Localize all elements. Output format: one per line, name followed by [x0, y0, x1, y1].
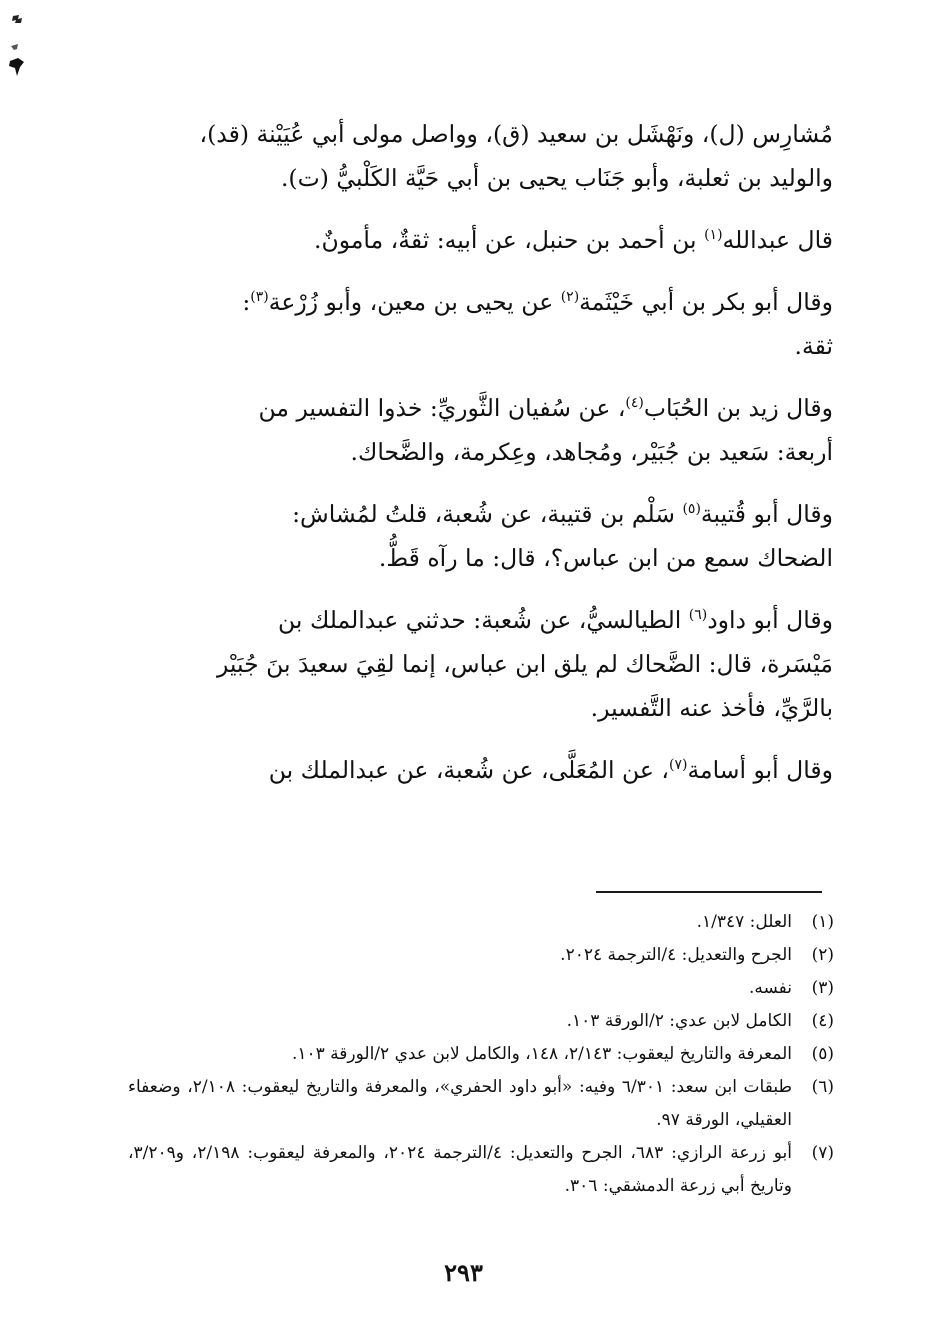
footnote-number: (٦) — [811, 1077, 834, 1097]
footnote-7 — [128, 1137, 834, 1203]
footnote-ref: (١) — [704, 227, 723, 244]
footnote-text: المعرفة والتاريخ ليعقوب: ٢/١٤٣، ١٤٨، والكامل لابن عدي ٢/الورقة ١٠٣. — [291, 1044, 792, 1064]
paragraph-7 — [128, 748, 833, 792]
text-line: مَيْسَرة، قال: الضَّحاك لم يلق ابن عباس، إنما لقِيَ سعيدَ بنَ جُبَيْر — [216, 650, 833, 678]
footnote-2 — [128, 939, 834, 972]
footnote-number: (٧) — [811, 1143, 834, 1163]
footnote-number: (٤) — [811, 1011, 834, 1031]
footnote-ref: (٢) — [560, 289, 580, 306]
paragraph-4 — [128, 386, 833, 474]
text-line: بالرَّيِّ، فأخذ عنه التَّفسير. — [590, 694, 833, 722]
paragraph-5 — [128, 492, 833, 580]
paragraph-1 — [128, 112, 833, 200]
text-line: وقال أبو داود$^{(٦)}$ الطيالسيُّ، عن شُعبة: حدثني عبدالملك بن — [278, 606, 833, 634]
footnote-6 — [128, 1071, 834, 1137]
text-line: وقال أبو قُتيبة$^{(٥)}$ سَلْم بن قتيبة، عن شُعبة، قلتُ لمُشاش: — [292, 500, 833, 528]
page-number: ٢٩٣ — [444, 1258, 483, 1287]
footnote-text: طبقات ابن سعد: ٦/٣٠١ وفيه: «أبو داود الحفري»، والمعرفة والتاريخ ليعقوب: ٢/١٠٨، وضعفاء العقيلي، الورقة ٩٧. — [128, 1077, 792, 1130]
footnote-1 — [128, 906, 834, 939]
footnote-text: الكامل لابن عدي: ٢/الورقة ١٠٣. — [566, 1011, 792, 1031]
footnote-ref: (٧) — [668, 757, 688, 774]
text-line: والوليد بن ثعلبة، وأبو جَنَاب يحيى بن أبي حَيَّة الكَلْبيُّ (ت). — [280, 164, 833, 192]
text-line: مُشارِس (ل)، ونَهْشَل بن سعيد (ق)، وواصل مولى أبي عُيَيْنة (قد)، — [199, 120, 833, 148]
text-line: ثقة. — [794, 332, 833, 360]
footnote-ref: (٤) — [625, 395, 644, 412]
text-line: وقال أبو بكر بن أبي خَيْثَمة$^{(٢)}$ عن يحيى بن معين، وأبو زُرْعة$^{(٣)}$: — [242, 288, 833, 316]
text-line: قال عبدالله$^{(١)}$ بن أحمد بن حنبل، عن أبيه: ثقةٌ، مأمونٌ. — [313, 226, 833, 254]
footnote-text: الجرح والتعديل: ٤/الترجمة ٢٠٢٤. — [560, 945, 792, 965]
footnote-text: نفسه. — [748, 978, 792, 998]
paragraph-2 — [128, 218, 833, 262]
text-line: وقال زيد بن الحُبَاب$^{(٤)}$، عن سُفيان الثَّوريِّ: خذوا التفسير من — [258, 394, 833, 422]
footnote-number: (٢) — [811, 945, 834, 965]
footnote-ref: (٣) — [250, 289, 269, 306]
text-line: أربعة: سَعيد بن جُبَيْر، ومُجاهد، وعِكرمة، والضَّحاك. — [350, 438, 833, 466]
text-line: الضحاك سمع من ابن عباس؟، قال: ما رآه قَطُّ. — [378, 544, 833, 572]
footnote-text: أبو زرعة الرازي: ٦٨٣، الجرح والتعديل: ٤/الترجمة ٢٠٢٤، والمعرفة ليعقوب: ٢/١٩٨، و٣/٢٠٩، وتاريخ أبي زرعة الدمشقي: ٣٠٦. — [128, 1143, 792, 1196]
main-text — [128, 112, 833, 810]
footnote-ref: (٥) — [682, 501, 701, 518]
footnote-ref: (٦) — [688, 607, 708, 624]
footnote-number: (١) — [811, 912, 834, 932]
footnote-divider — [596, 891, 822, 893]
footnote-3 — [128, 972, 834, 1005]
paragraph-6 — [128, 598, 833, 730]
footnote-number: (٥) — [811, 1044, 834, 1064]
footnote-number: (٣) — [811, 978, 834, 998]
footnote-5 — [128, 1038, 834, 1071]
text-line: وقال أبو أسامة$^{(٧)}$، عن المُعَلَّى، عن شُعبة، عن عبدالملك بن — [268, 756, 833, 784]
footnote-text: العلل: ١/٣٤٧. — [696, 912, 792, 932]
footnote-4 — [128, 1005, 834, 1038]
footnotes — [128, 906, 834, 1203]
scan-mark-icon — [4, 6, 30, 86]
paragraph-3 — [128, 280, 833, 368]
